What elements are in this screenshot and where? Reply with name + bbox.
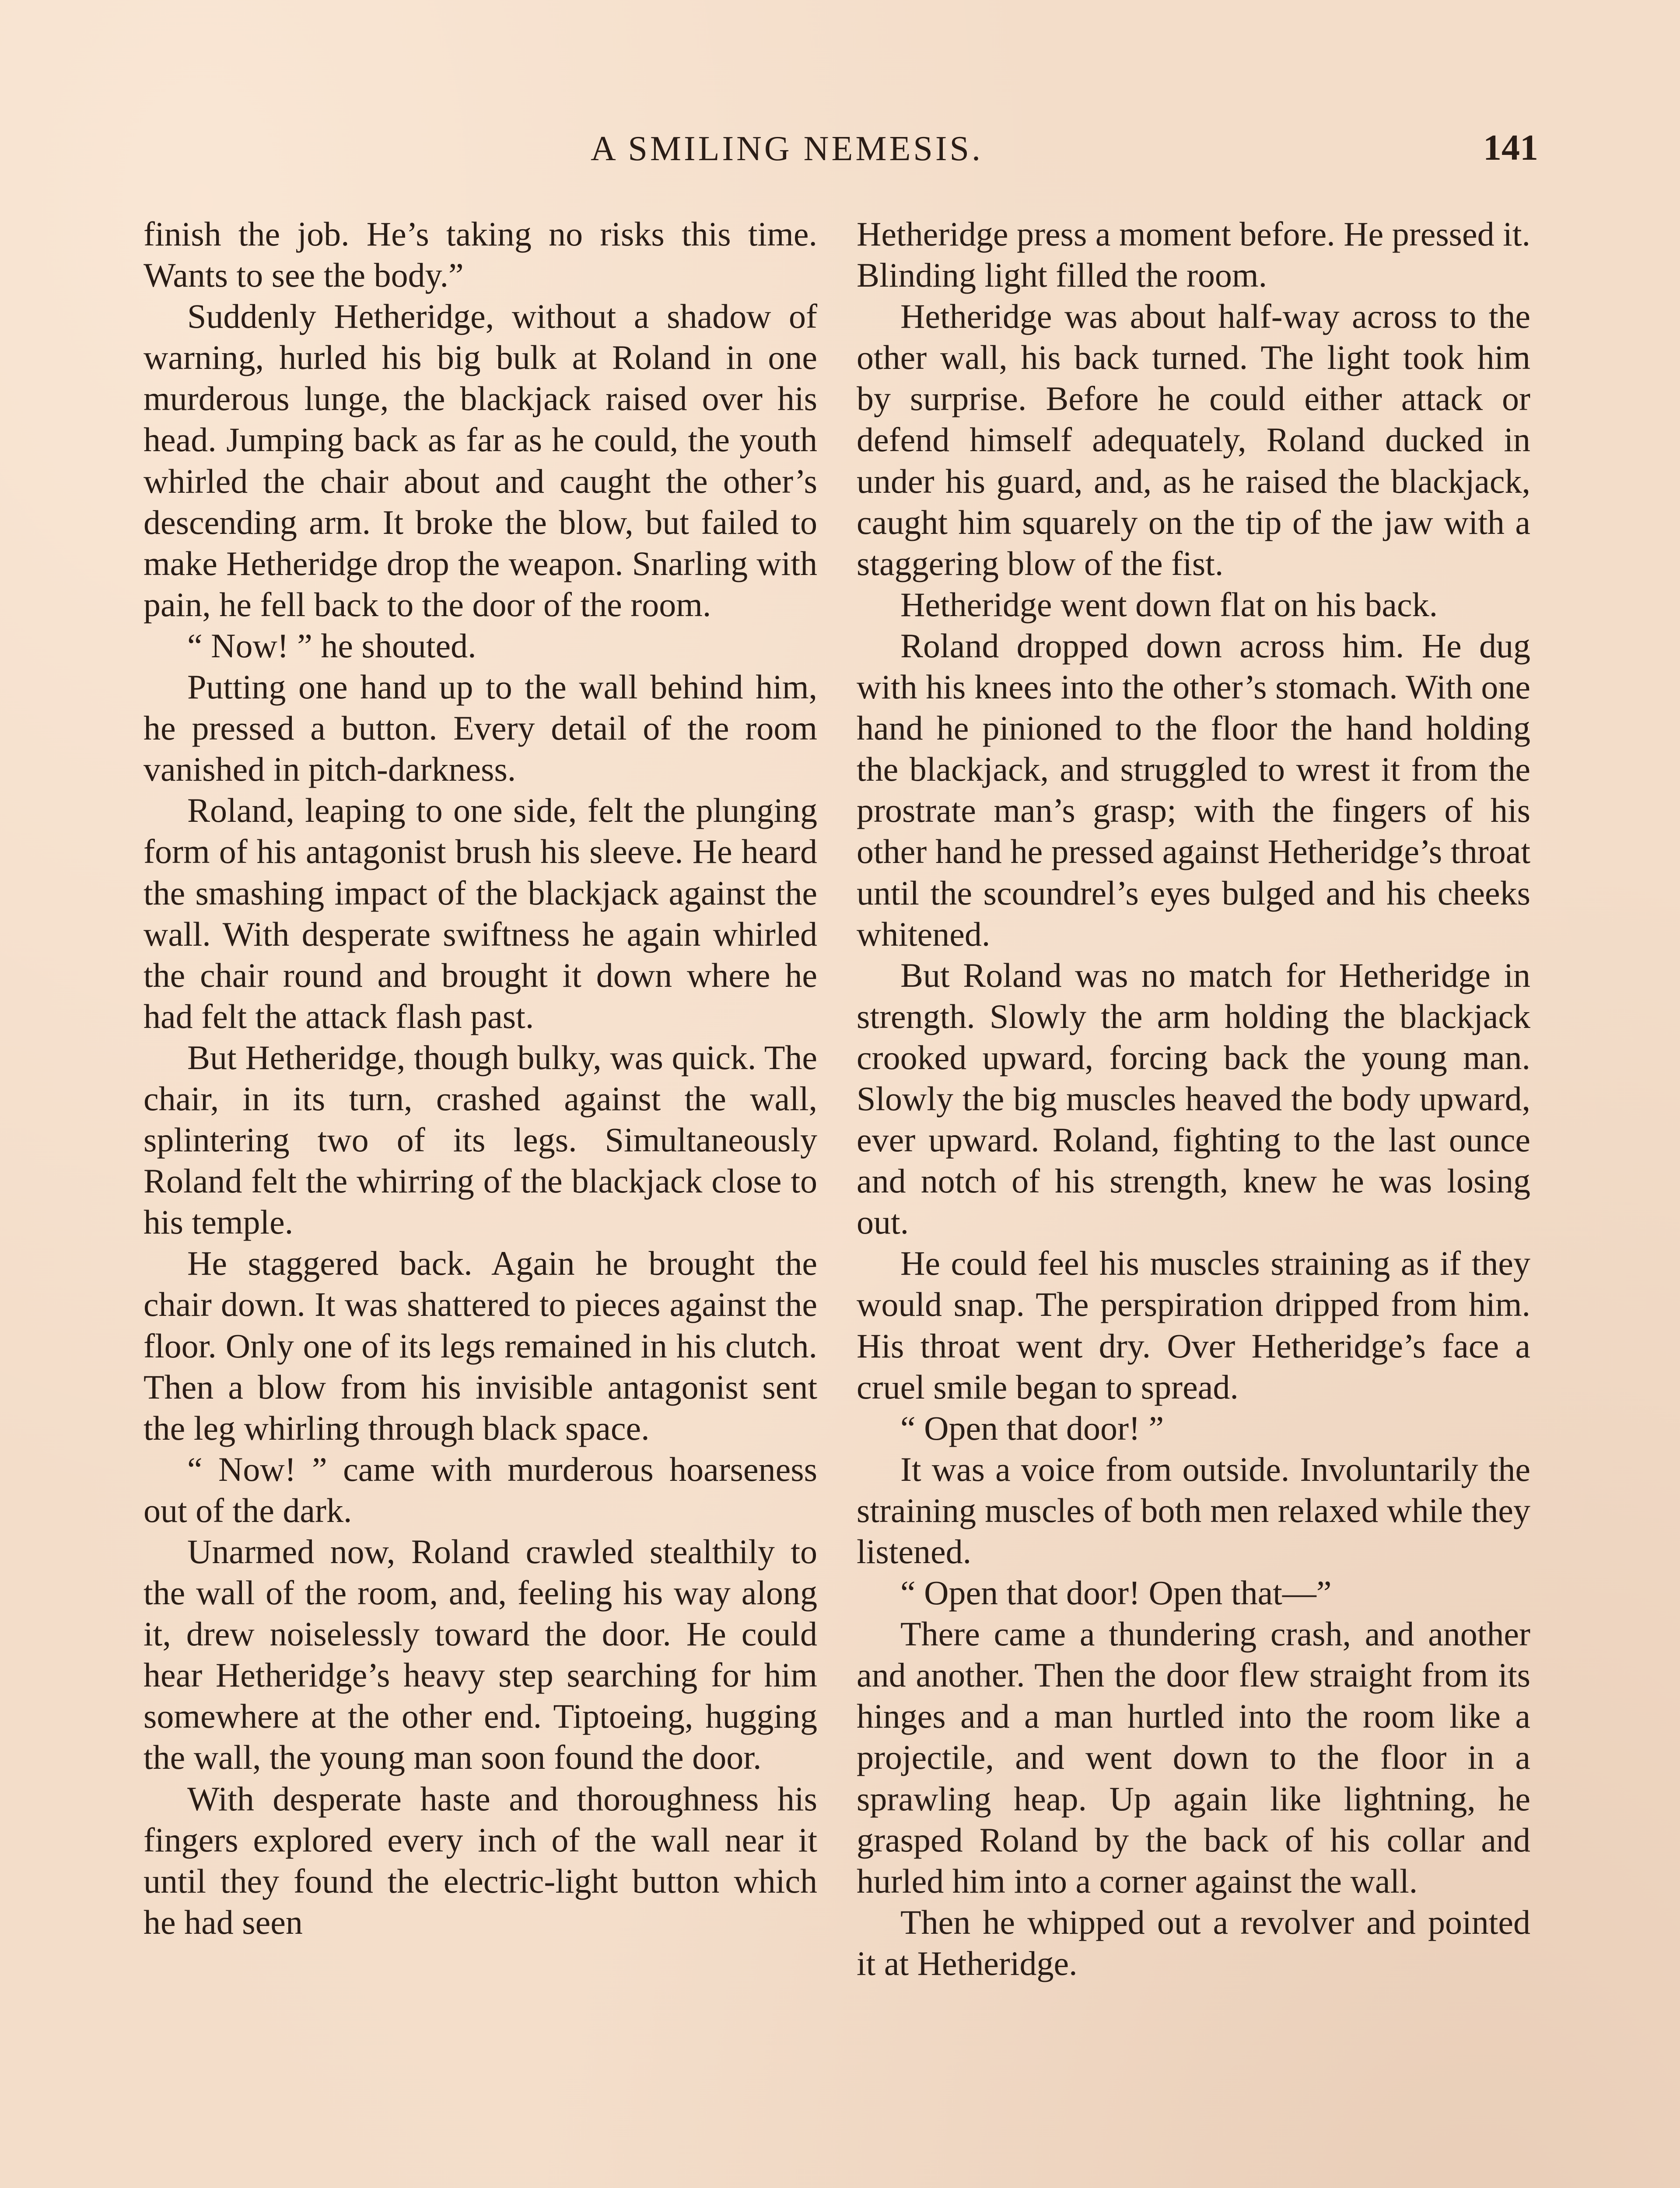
paragraph: “ Open that door! ” [900,1409,1164,1447]
paragraph: Roland, leaping to one side, felt the plunging form of his antagonist brush his sleeve. He heard the smashing impact of the blackjack against the wall. With desperate swiftness he again whirled the chair round and brought it down where he had felt the attack flash past. [144,791,817,1035]
paragraph: He could feel his muscles straining as if they would snap. The perspiration dripped from him. His throat went dry. Over Hetheridge’s face a cruel smile began to spread. [857,1244,1530,1406]
page-number: 141 [1483,127,1538,168]
paragraph: With desperate haste and thoroughness his fingers explored every inch of the wall near it until they found the electric-light button which he had seen [144,1779,817,1941]
paragraph: But Roland was no match for Hetheridge in strength. Slowly the arm holding the blackjack crooked upward, forcing back the young man. Slowly the big muscles heaved the body upward, ever upward. Roland, fighting to the last ounce and notch of his strength, knew he was losing out. [857,956,1530,1241]
paragraph: Suddenly Hetheridge, without a shadow of warning, hurled his big bulk at Roland in one murderous lunge, the blackjack raised over his head. Jumping back as far as he could, the youth whirled the chair about and caught the other’s descending arm. It broke the blow, but failed to make Hetheridge drop the weapon. Snarling with pain, he fell back to the door of the room. [144,297,817,624]
paragraph: Hetheridge went down flat on his back. [900,585,1438,624]
paragraph: Hetheridge was about half-way across to the other wall, his back turned. The light took him by surprise. Before he could either attack or defend himself adequately, Roland ducked in under his guard, and, as he raised the blackjack, caught him squarely on the tip of the jaw with a staggering blow of the fist. [857,297,1530,582]
paragraph: finish the job. He’s taking no risks this time. Wants to see the body.” [144,215,817,295]
paragraph: “ Now! ” he shouted. [187,626,476,665]
paragraph: Roland dropped down across him. He dug with his knees into the other’s stomach. With one hand he pinioned to the floor the hand holding the blackjack, and struggled to wrest it from the prostrate man’s grasp; with the fingers of his other hand he pressed against Hetheridge’s throat until the scoundrel’s eyes bulged and his cheeks whitened. [857,626,1530,953]
paragraph: He staggered back. Again he brought the chair down. It was shattered to pieces against the floor. Only one of its legs remained in his clutch. Then a blow from his invisible antagonist sent the leg whirling through black space. [144,1244,817,1447]
left-text-column [144,214,817,1943]
paragraph: There came a thundering crash, and another and another. Then the door flew straight from its hinges and a man hurtled into the room like a projectile, and went down to the floor in a sprawling heap. Up again like lightning, he grasped Roland by the back of his collar and hurled him into a corner against the wall. [857,1615,1530,1900]
paragraph: It was a voice from outside. Involuntarily the straining muscles of both men relaxed while they listened. [857,1450,1530,1571]
paragraph: Unarmed now, Roland crawled stealthily to the wall of the room, and, feeling his way along it, drew noiselessly toward the door. He could hear Hetheridge’s heavy step searching for him somewhere at the other end. Tiptoeing, hugging the wall, the young man soon found the door. [144,1532,817,1777]
paragraph: “ Open that door! Open that—” [900,1574,1332,1612]
paragraph: Putting one hand up to the wall behind him, he pressed a button. Every detail of the room vanished in pitch-darkness. [144,668,817,789]
paragraph: But Hetheridge, though bulky, was quick. The chair, in its turn, crashed against the wall, splintering two of its legs. Simultaneously Roland felt the whirring of the blackjack close to his temple. [144,1038,817,1241]
running-title: A SMILING NEMESIS. [591,130,983,168]
paragraph: Hetheridge press a moment before. He pressed it. Blinding light filled the room. [857,215,1530,295]
paragraph: Then he whipped out a revolver and pointed it at Hetheridge. [857,1903,1530,1982]
paragraph: “ Now! ” came with murderous hoarseness out of the dark. [144,1450,817,1529]
right-text-column [857,214,1530,1984]
